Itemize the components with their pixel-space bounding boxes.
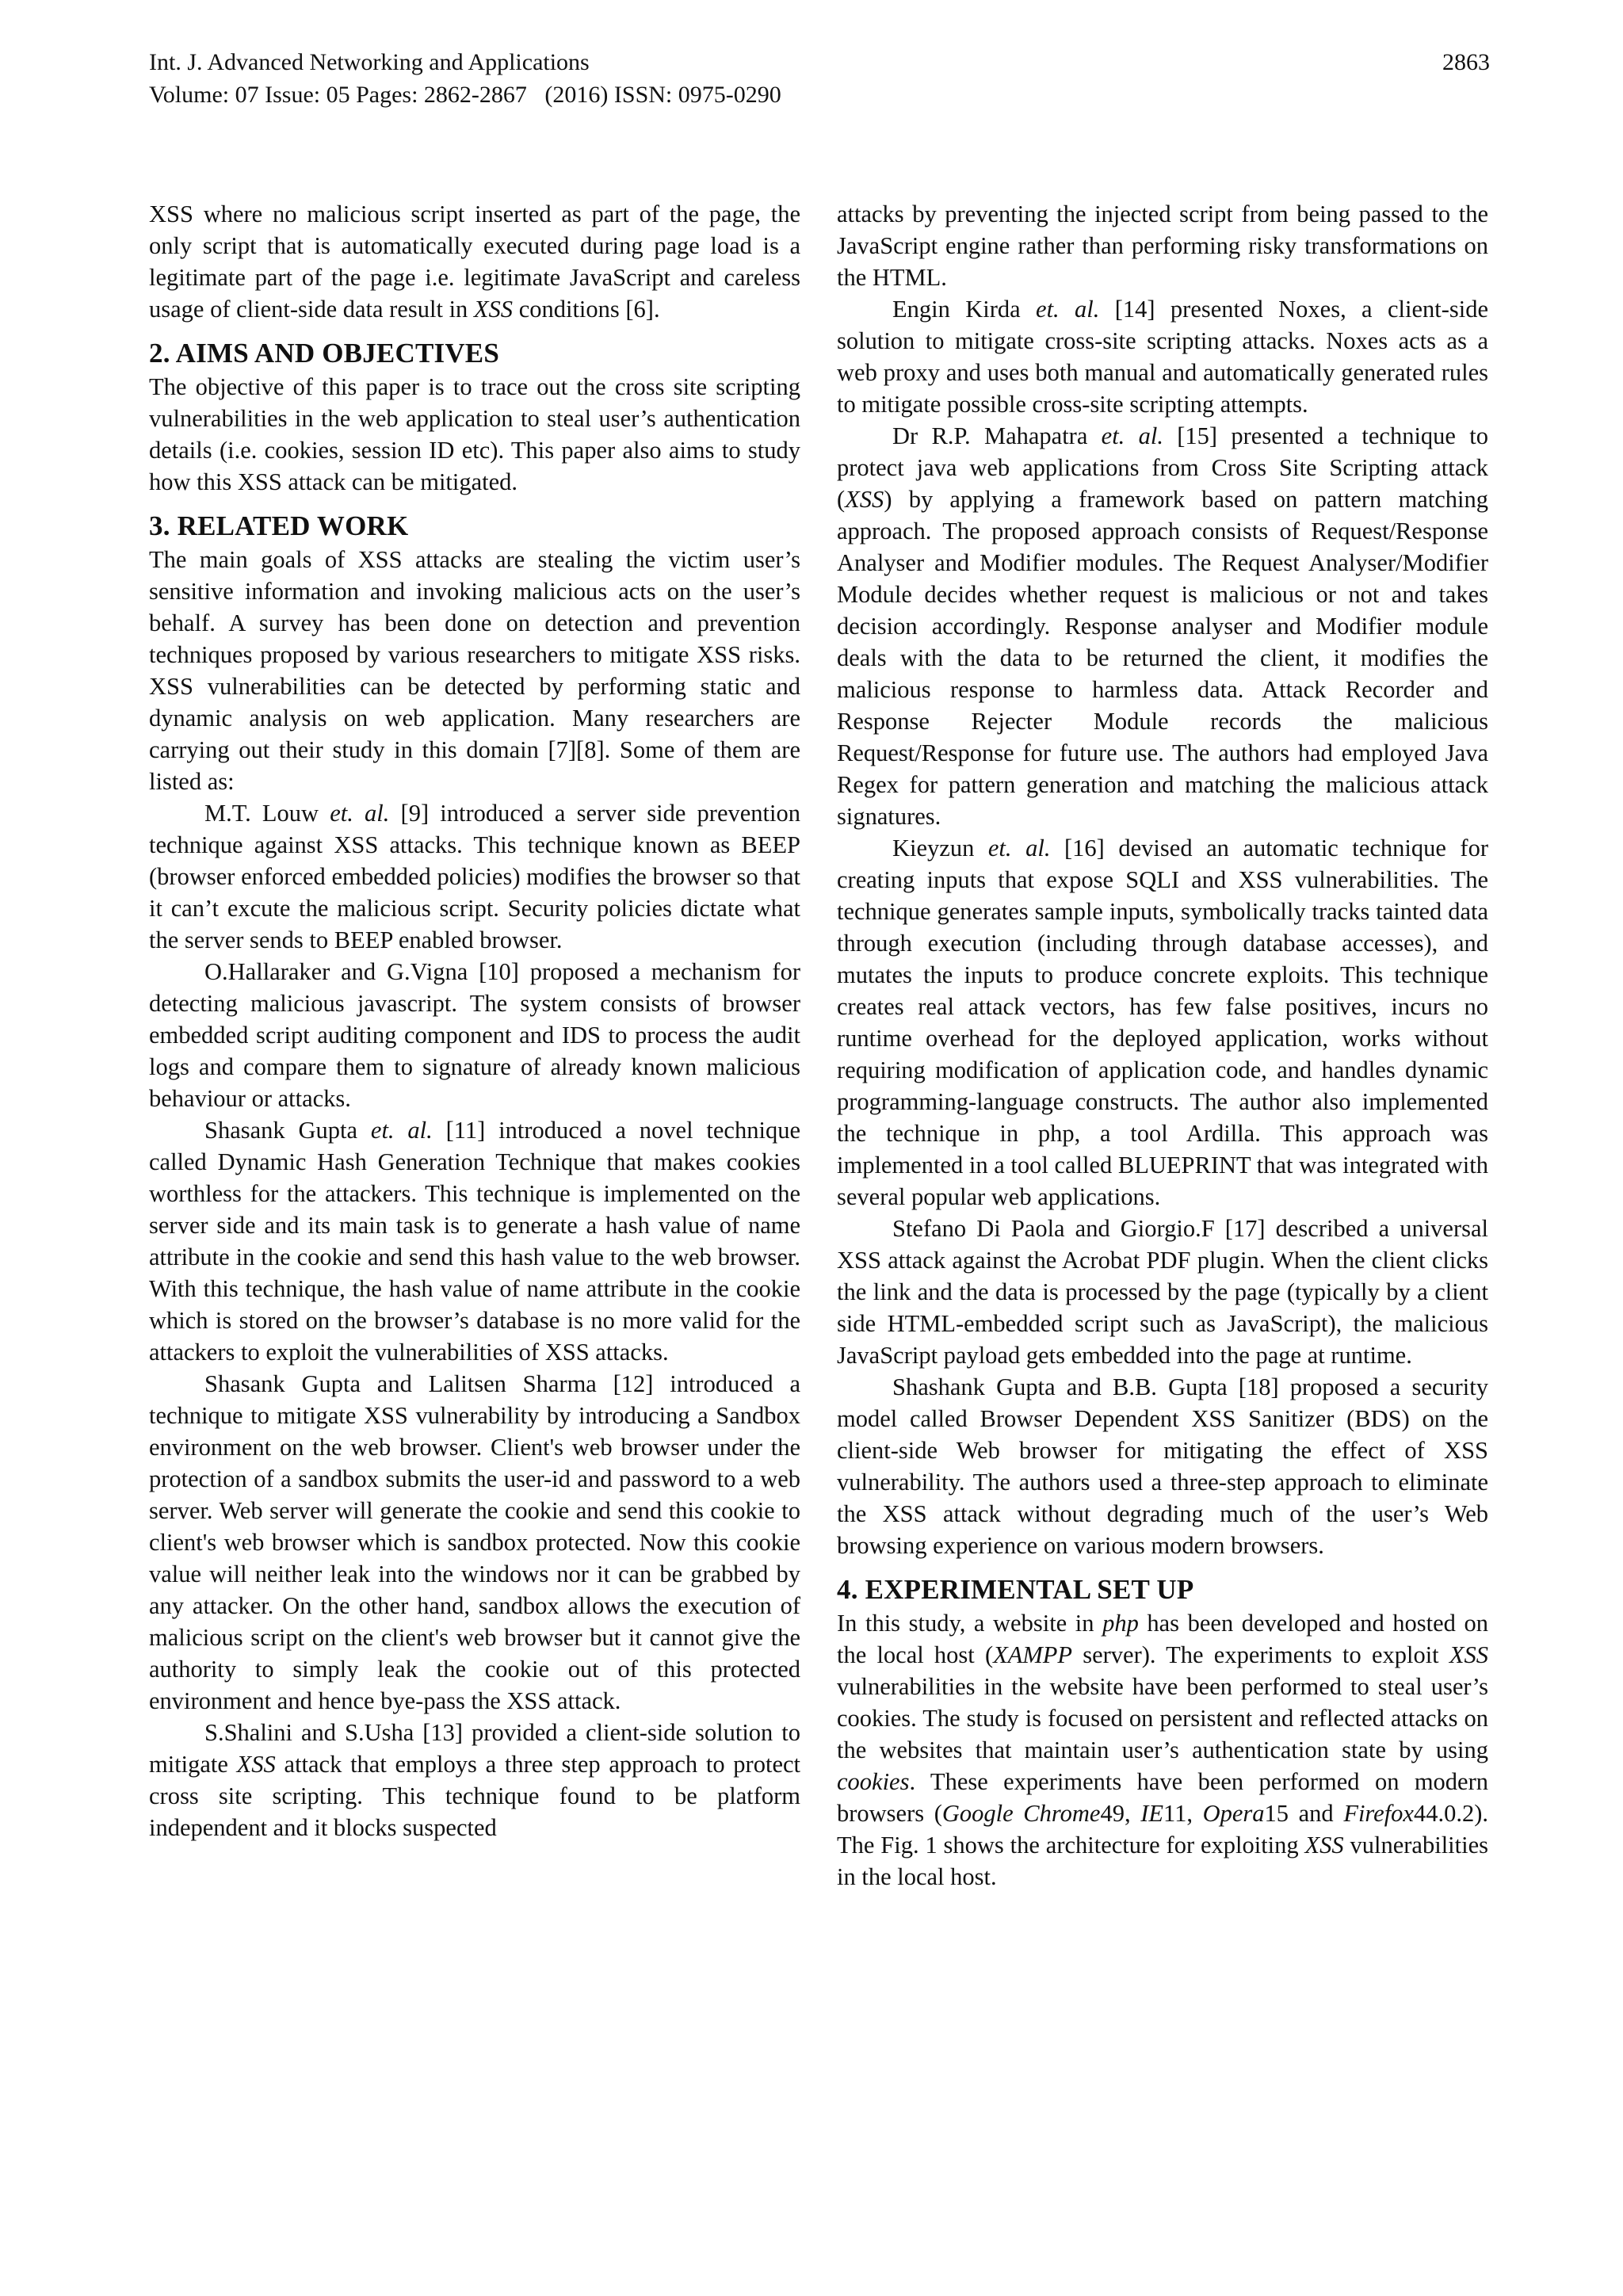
paragraph-hallaraker: O.Hallaraker and G.Vigna [10] proposed a mechanism for detecting malicious javascript. The system consists of browser embedded script auditing component and IDS to process the audit logs and compare them to signature of already known malicious behaviour or attacks. [149, 958, 800, 1112]
section-2-heading: 2. AIMS AND OBJECTIVES [149, 338, 500, 369]
section-3-heading: 3. RELATED WORK [149, 510, 409, 541]
paragraph-gupta: Shasank Gupta et. al. [11] introduced a novel technique called Dynamic Hash Generation Technique that makes cookies worthless for the attackers. This technique is implemented on the server side and its main task is to generate a hash value of name attribute in the cookie and send this hash value to the web browser. With this technique, the hash value of name attribute in the cookie which is stored on the browser’s database is no more valid for the attackers to exploit the vulnerabilities of XSS attacks. [149, 1117, 800, 1366]
section-4-heading: 4. EXPERIMENTAL SET UP [837, 1574, 1194, 1605]
paragraph-paola: Stefano Di Paola and Giorgio.F [17] described a universal XSS attack against the Acrobat PDF plugin. When the client clicks the link and the data is processed by the page (typically by a client side HTML-embedded script such as JavaScript), the malicious JavaScript payload gets embedded into the page at runtime. [837, 1215, 1488, 1369]
running-header [149, 46, 1490, 111]
paragraph-shalini: S.Shalini and S.Usha [13] provided a client-side solution to mitigate XSS attack that employs a three step approach to protect cross site scripting. This technique found to be platform independent and it blocks suspected [149, 1719, 800, 1841]
section-4-text: In this study, a website in php has been developed and hosted on the local host (XAMPP server). The experiments to exploit XSS vulnerabilities in the website have been performed to steal user’s cookies. The study is focused on persistent and reflected attacks on the websites that maintain user’s authentication state by using cookies. These experiments have been performed on modern browsers (Google Chrome49, IE11, Opera15 and Firefox44.0.2). The Fig. 1 shows the architecture for exploiting XSS vulnerabilities in the local host. [837, 1610, 1488, 1890]
page-number: 2863 [1442, 49, 1490, 75]
paragraph-continuation: attacks by preventing the injected script from being passed to the JavaScript engine rather than performing risky transformations on the HTML. [837, 201, 1488, 291]
intro-paragraph: XSS where no malicious script inserted as part of the page, the only script that is automatically executed during page load is a legitimate part of the page i.e. legitimate JavaScript and careless usage of client-side data result in XSS conditions [6]. [149, 201, 800, 323]
left-column [149, 198, 800, 1843]
paragraph-mahapatra: Dr R.P. Mahapatra et. al. [15] presented a technique to protect java web applications from Cross Site Scripting attack (XSS) by applying a framework based on pattern matching approach. The proposed approach consists of Request/Response Analyser and Modifier modules. The Request Analyser/Modifier Module decides whether request is malicious or not and takes decision accordingly. Response analyser and Modifier module deals with the data to be returned the client, it modifies the malicious response to harmless data. Attack Recorder and Response Rejecter Module records the malicious Request/Response for future use. The authors had employed Java Regex for pattern generation and matching the malicious attack signatures. [837, 422, 1488, 830]
section-2-text: The objective of this paper is to trace out the cross site scripting vulnerabilities in the web application to steal user’s authentication details (i.e. cookies, session ID etc). This paper also aims to study how this XSS attack can be mitigated. [149, 373, 800, 495]
paragraph-kirda: Engin Kirda et. al. [14] presented Noxes, a client-side solution to mitigate cross-site scripting attacks. Noxes acts as a web proxy and uses both manual and automatically generated rules to mitigate possible cross-site scripting attempts. [837, 296, 1488, 418]
paragraph-louw: M.T. Louw et. al. [9] introduced a server side prevention technique against XSS attacks. This technique known as BEEP (browser enforced embedded policies) modifies the browser so that it can’t excute the malicious script. Security policies dictate what the server sends to BEEP enabled browser. [149, 800, 800, 953]
paragraph-sharma: Shasank Gupta and Lalitsen Sharma [12] introduced a technique to mitigate XSS vulnerability by introducing a Sandbox environment on the web browser. Client's web browser under the protection of a sandbox submits the user-id and password to a web server. Web server will generate the cookie and send this cookie to client's web browser which is sandbox protected. Now this cookie value will neither leak into the windows nor it can be grabbed by any attacker. On the other hand, sandbox allows the execution of malicious script on the client's web browser but it cannot give the authority to simply leak the cookie out of this protected environment and hence bye-pass the XSS attack. [149, 1370, 800, 1714]
section-3-text: The main goals of XSS attacks are stealing the victim user’s sensitive information and invoking malicious acts on the user’s behalf. A survey has been done on detection and prevention techniques proposed by various researchers to mitigate XSS risks. XSS vulnerabilities can be detected by performing static and dynamic analysis on web application. Many researchers are carrying out their study in this domain [7][8]. Some of them are listed as: [149, 546, 800, 795]
paragraph-bds: Shashank Gupta and B.B. Gupta [18] proposed a security model called Browser Dependent XSS Sanitizer (BDS) on the client-side Web browser for mitigating the effect of XSS vulnerability. The authors used a three-step approach to eliminate the XSS attack without degrading much of the user’s Web browsing experience on various modern browsers. [837, 1373, 1488, 1559]
paragraph-kieyzun: Kieyzun et. al. [16] devised an automatic technique for creating inputs that expose SQLI and XSS vulnerabilities. The technique generates sample inputs, symbolically tracks tainted data through execution (including through database accesses), and mutates the inputs to produce concrete exploits. This technique creates real attack vectors, has few false positives, incurs no runtime overhead for the deployed application, works without requiring modification of application code, and handles dynamic programming-language constructs. The author also implemented the technique in php, a tool Ardilla. This approach was implemented in a tool called BLUEPRINT that was integrated with several popular web applications. [837, 835, 1488, 1210]
journal-title: Int. J. Advanced Networking and Applications [149, 49, 590, 75]
volume-info: Volume: 07 Issue: 05 Pages: 2862-2867 (2016) ISSN: 0975-0290 [149, 82, 781, 108]
right-column [837, 198, 1488, 1893]
